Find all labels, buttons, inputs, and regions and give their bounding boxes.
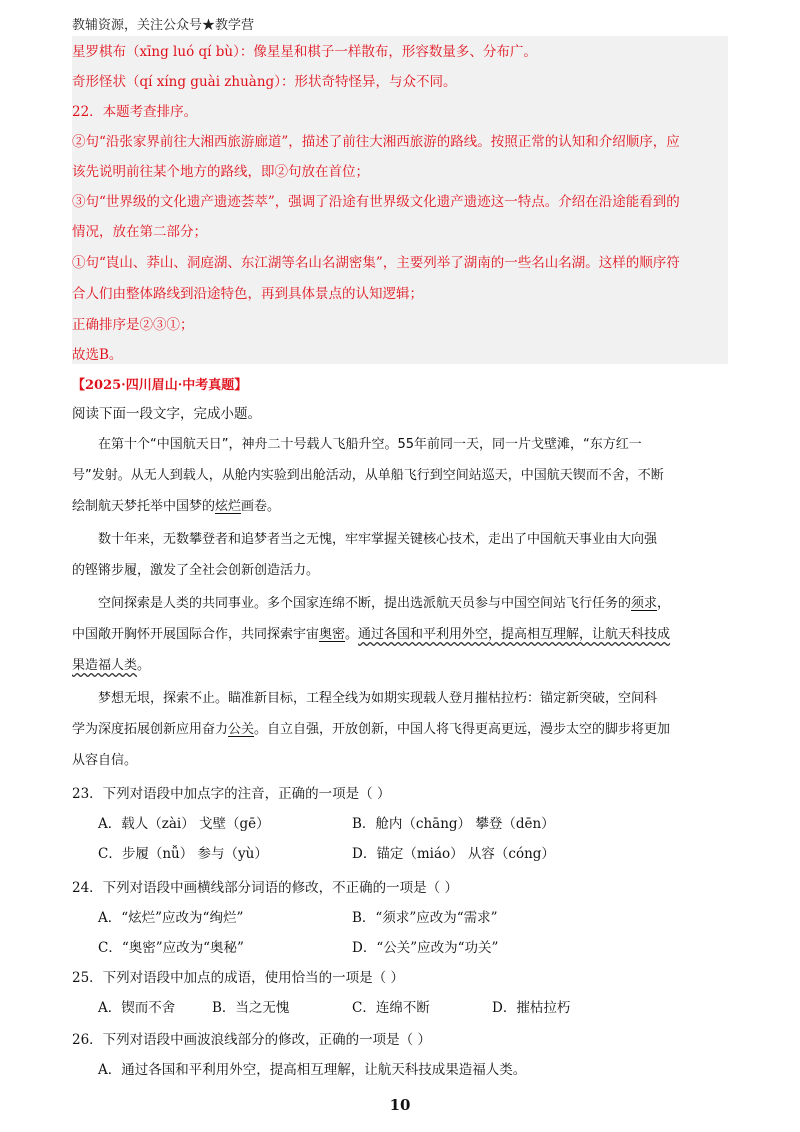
answer-line: ①句“崀山、莽山、洞庭湖、东江湖等名山名湖密集”，主要列举了湖南的一些名山名湖。这样的顺序符 — [72, 255, 680, 271]
page-header: 教辅资源，关注公众号★教学营 — [72, 14, 728, 37]
passage-line: 绘制航天梦托举中国梦的炫烂画卷。 — [72, 499, 281, 514]
underlined-word: 须求 — [631, 596, 658, 611]
passage-line: 果造福人类。 — [72, 658, 151, 673]
passage-line: 从容自信。 — [72, 753, 138, 768]
answer-line: 星罗棋布（xīng luó qí bù）：像星星和棋子一样散布，形容数量多、分布广。 — [72, 44, 537, 60]
answer-line: ③句“世界级的文化遗产遗迹荟萃”，强调了沿途有世界级文化遗产遗迹这一特点。介绍在沿途能看到的 — [72, 194, 680, 210]
passage-line: 在第十个“中国航天日”，神舟二十号载人飞船升空。55年前同一天，同一片戈壁滩，“东方红一 — [98, 437, 642, 452]
answer-line: 合人们由整体路线到沿途特色，再到具体景点的认知逻辑； — [72, 286, 423, 302]
question-25-stem: 25．下列对语段中加点的成语，使用恰当的一项是（ ） — [72, 970, 404, 986]
answer-line: 奇形怪状（qí xíng guài zhuàng）：形状奇特怪异，与众不同。 — [72, 74, 457, 90]
wavy-underlined-text: 通过各国和平利用外空，提高相互理解，让航天科技成 — [358, 627, 671, 642]
answer-line: 正确排序是②③①； — [72, 317, 194, 333]
q25-option-c: C．连绵不断 — [352, 1000, 430, 1016]
q25-option-d: D．摧枯拉朽 — [492, 1000, 571, 1016]
passage-line: 的铿锵步履，激发了全社会创新创造活力。 — [72, 563, 320, 578]
q24-option-d: D．“公关”应改为“功关” — [352, 940, 499, 956]
passage-line: 学为深度拓展创新应用奋力公关。自立自强，开放创新，中国人将飞得更高更远，漫步太空的脚步将更加 — [72, 722, 671, 737]
reading-instruction: 阅读下面一段文字，完成小题。 — [72, 406, 261, 422]
underlined-word: 奥密 — [319, 627, 346, 642]
q24-option-a: A．“炫烂”应改为“绚烂” — [98, 910, 244, 926]
underlined-word: 公关 — [228, 722, 255, 737]
question-23-stem: 23．下列对语段中加点字的注音，正确的一项是（ ） — [72, 786, 391, 802]
answer-line: 该先说明前往某个地方的路线，即②句放在首位； — [72, 164, 369, 180]
q23-option-d: D．锚定（miáo） 从容（cóng） — [352, 846, 555, 862]
underlined-word: 炫烂 — [215, 499, 242, 514]
page-number: 10 — [389, 1096, 411, 1114]
question-26-stem: 26．下列对语段中画波浪线部分的修改，正确的一项是（ ） — [72, 1032, 431, 1048]
q23-option-b: B．舱内（chāng） 攀登（dēn） — [352, 816, 555, 832]
q24-option-b: B．“须求”应改为“需求” — [352, 910, 498, 926]
q23-option-c: C．步履（nǚ） 参与（yù） — [98, 846, 268, 862]
passage-line: 数十年来，无数攀登者和追梦者当之无愧，牢牢掌握关键核心技术，走出了中国航天事业由大向强 — [98, 532, 658, 547]
question-24-stem: 24．下列对语段中画横线部分词语的修改，不正确的一项是（ ） — [72, 880, 458, 896]
q23-option-a: A．载人（zài） 戈壁（gē） — [98, 816, 270, 832]
q25-option-a: A．锲而不舍 — [98, 1000, 176, 1016]
q24-option-c: C．“奥密”应改为“奥秘” — [98, 940, 244, 956]
wavy-underlined-text: 果造福人类 — [72, 658, 138, 673]
passage-line: 梦想无垠，探索不止。瞄准新目标，工程全线为如期实现载人登月摧枯拉朽：锚定新突破，空间科 — [98, 691, 658, 706]
answer-line: 故选B。 — [72, 347, 123, 363]
passage-line: 空间探索是人类的共同事业。多个国家连绵不断，提出选派航天员参与中国空间站飞行任务的须求， — [98, 596, 671, 611]
q25-option-b: B．当之无愧 — [212, 1000, 290, 1016]
answer-line: ②句“沿张家界前往大湘西旅游廊道”，描述了前往大湘西旅游的路线。按照正常的认知和介绍顺序，应 — [72, 134, 680, 150]
answer-line: 22．本题考查排序。 — [72, 104, 198, 120]
q26-option-a: A．通过各国和平利用外空，提高相互理解，让航天科技成果造福人类。 — [98, 1062, 527, 1078]
source-tag: 【2025·四川眉山·中考真题】 — [72, 378, 248, 393]
passage-line: 中国敞开胸怀开展国际合作，共同探索宇宙奥密。通过各国和平利用外空，提高相互理解，让航天科技成 — [72, 627, 671, 642]
passage-line: 号”发射。从无人到载人，从舱内实验到出舱活动，从单船飞行到空间站巡天，中国航天锲而不舍，不断 — [72, 468, 664, 483]
answer-line: 情况，放在第二部分； — [72, 224, 207, 240]
